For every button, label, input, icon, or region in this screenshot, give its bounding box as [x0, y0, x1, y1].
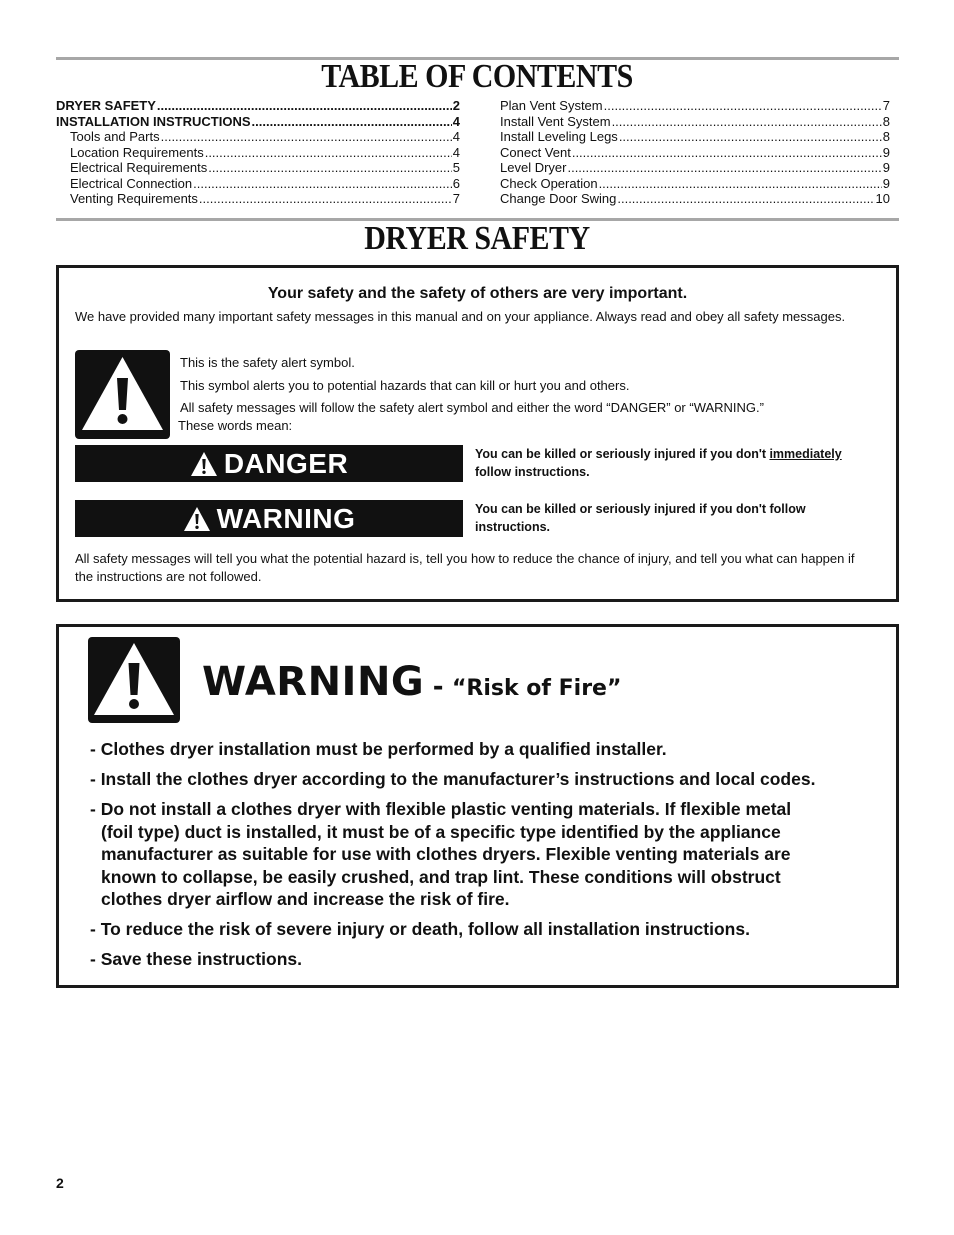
toc-leader-dots — [252, 114, 452, 130]
fire-instruction-line: manufacturer as suitable for use with clothes dryers. Flexible venting materials are — [101, 844, 791, 864]
toc-entry[interactable] — [500, 160, 890, 176]
toc-leader-dots — [612, 114, 882, 130]
toc-entry-label: INSTALLATION INSTRUCTIONS — [56, 113, 251, 129]
danger-alert-icon — [190, 451, 218, 477]
toc-entry-page: 2 — [452, 98, 460, 113]
toc-entry-page: 10 — [875, 191, 890, 206]
symbol-line-4: These words mean: — [178, 418, 293, 433]
toc-entry-page: 4 — [452, 113, 460, 129]
safety-intro: We have provided many important safety messages in this manual and on your appliance. Always read and obey all safety messages. — [75, 309, 846, 324]
toc-entry-label: Electrical Connection — [70, 175, 193, 191]
toc-leader-dots — [567, 160, 881, 176]
toc-entry-page: 9 — [882, 175, 890, 191]
toc-leader-dots — [161, 129, 452, 145]
toc-entry-page: 7 — [882, 98, 890, 113]
toc-entry-page: 6 — [452, 175, 460, 191]
toc-leader-dots — [208, 160, 451, 176]
toc-entry-label: Location Requirements — [70, 144, 204, 160]
fire-instruction-item — [90, 738, 880, 761]
toc-entry[interactable] — [56, 176, 460, 192]
toc-leader-dots — [617, 191, 874, 207]
toc-entry[interactable] — [56, 160, 460, 176]
safety-alert-symbol-icon — [75, 350, 170, 439]
toc-entry-label: Venting Requirements — [70, 191, 198, 206]
fire-instruction-line: - To reduce the risk of severe injury or death, follow all installation instructions. — [90, 919, 750, 939]
toc-entry[interactable] — [500, 129, 890, 145]
fire-title: WARNING — [202, 659, 425, 705]
safety-heading: Your safety and the safety of others are very important. — [267, 285, 688, 302]
danger-text-a: You can be killed or seriously injured if you don't — [475, 447, 770, 461]
toc-entry-label: Install Leveling Legs — [500, 129, 618, 144]
toc-entry[interactable] — [500, 114, 890, 130]
safety-footer: All safety messages will tell you what the potential hazard is, tell you how to reduce the chance of injury, and tell you what can happen if the instructions are not followed. — [75, 551, 855, 584]
toc-entry[interactable] — [500, 176, 890, 192]
toc-entry-page: 8 — [882, 129, 890, 144]
toc-entry[interactable] — [500, 191, 890, 207]
fire-instruction-line: - Install the clothes dryer according to the manufacturer’s instructions and local codes. — [90, 769, 816, 789]
toc-entry-label: Level Dryer — [500, 160, 567, 175]
toc-leader-dots — [193, 176, 452, 192]
toc-right-column — [500, 98, 890, 207]
fire-instruction-line: - Save these instructions. — [90, 949, 303, 969]
symbol-line-3: All safety messages will follow the safety alert symbol and either the word “DANGER” or “WARNING.” — [180, 400, 764, 415]
toc-left-column — [56, 98, 460, 207]
section-title: DRYER SAFETY — [364, 219, 590, 257]
toc-entry-label: Install Vent System — [500, 113, 611, 129]
warning-signal — [75, 500, 463, 537]
toc-entry-page: 9 — [882, 160, 890, 175]
fire-subtitle: “Risk of Fire” — [451, 676, 622, 701]
toc-leader-dots — [619, 129, 882, 145]
toc-entry-label: Plan Vent System — [500, 98, 603, 113]
fire-instruction-item — [90, 768, 880, 791]
toc-entry[interactable] — [56, 114, 460, 130]
toc-entry-label: DRYER SAFETY — [56, 98, 156, 113]
fire-instruction-line: - Clothes dryer installation must be performed by a qualified installer. — [90, 739, 667, 759]
toc-entry-page: 7 — [452, 191, 460, 206]
danger-text — [475, 445, 895, 481]
fire-title-dash: - — [432, 672, 444, 702]
toc-title: TABLE OF CONTENTS — [321, 57, 633, 95]
toc-leader-dots — [572, 145, 882, 161]
warning-text: You can be killed or seriously injured if you don't follow instructions. — [475, 502, 806, 534]
symbol-line-2: This symbol alerts you to potential hazards that can kill or hurt you and others. — [180, 378, 630, 393]
toc-entry[interactable] — [500, 145, 890, 161]
toc-leader-dots — [604, 98, 882, 114]
safety-info-box — [56, 265, 899, 602]
toc-leader-dots — [599, 176, 882, 192]
toc-entry-label: Check Operation — [500, 175, 598, 191]
toc-entry-page: 8 — [882, 113, 890, 129]
danger-label: DANGER — [223, 447, 349, 479]
fire-instruction-line: (foil type) duct is installed, it must be of a specific type identified by the appliance — [101, 821, 781, 842]
toc-entry[interactable] — [56, 129, 460, 145]
toc-entry-label: Tools and Parts — [70, 129, 160, 144]
toc-entry-page: 4 — [452, 144, 460, 160]
toc-leader-dots — [199, 191, 452, 207]
toc-entry-page: 4 — [452, 129, 460, 144]
fire-alert-symbol-icon — [88, 637, 180, 723]
fire-instruction-item — [90, 798, 880, 911]
danger-signal — [75, 445, 463, 482]
fire-instruction-line: clothes dryer airflow and increase the risk of fire. — [101, 889, 510, 909]
toc-entry-page: 9 — [882, 144, 890, 160]
danger-text-b: follow instructions. — [475, 465, 590, 479]
page-number: 2 — [56, 1175, 64, 1191]
fire-instruction-item — [90, 948, 880, 971]
warning-label: WARNING — [216, 502, 356, 534]
fire-instruction-line: - Do not install a clothes dryer with flexible plastic venting materials. If flexible metal — [90, 799, 792, 819]
toc-leader-dots — [205, 145, 452, 161]
toc-entry-label: Electrical Requirements — [70, 160, 208, 175]
danger-text-underlined: immediately — [769, 447, 842, 461]
toc-entry[interactable] — [500, 98, 890, 114]
toc-entry-page: 5 — [452, 160, 460, 175]
toc-leader-dots — [157, 98, 452, 114]
symbol-line-1: This is the safety alert symbol. — [180, 355, 355, 370]
toc-entry[interactable] — [56, 98, 460, 114]
fire-instruction-item — [90, 918, 880, 941]
fire-instruction-line: known to collapse, be easily crushed, and trap lint. These conditions will obstruct — [101, 866, 781, 887]
toc-entry-label: Change Door Swing — [500, 191, 617, 206]
warning-alert-icon — [183, 506, 211, 532]
toc-entry[interactable] — [56, 145, 460, 161]
toc-entry-label: Conect Vent — [500, 144, 571, 160]
fire-title-row — [202, 659, 621, 705]
toc-entry[interactable] — [56, 191, 460, 207]
